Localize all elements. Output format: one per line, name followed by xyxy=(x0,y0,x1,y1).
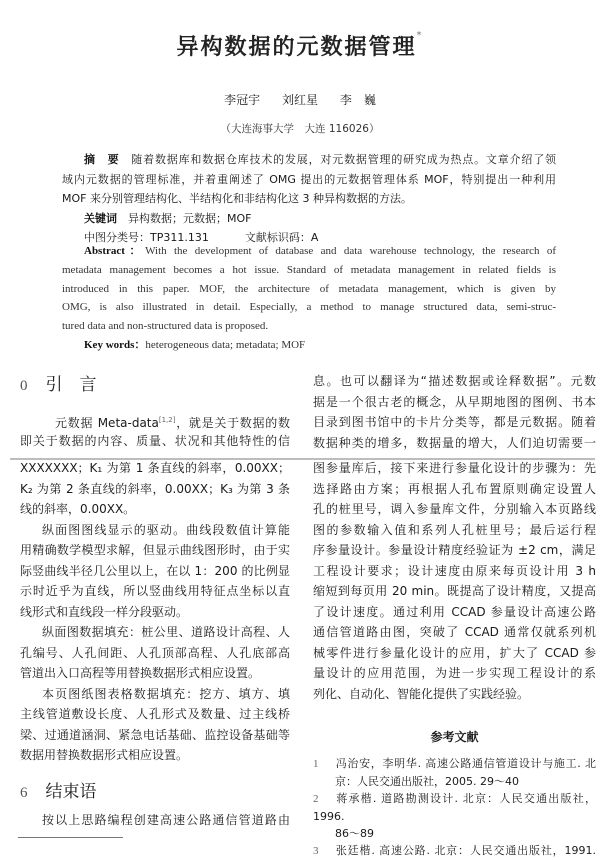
reference-text: 张廷楷. 高速公路. 北京：人民交通出版社，1991. xyxy=(335,844,596,857)
text-line: 示时近乎为直线，所以竖曲线用特征点坐标以直 xyxy=(20,584,290,598)
lower-right-column xyxy=(313,458,596,704)
text-line: 即关于数据的内容、质量、状况和其他特性的信 xyxy=(20,433,290,448)
text-line: 列化、自动化、智能化提供了实践经验。 xyxy=(313,686,530,701)
text-line: 孔的桩里号，调入参量库文件，分别输入本页路线 xyxy=(313,502,596,516)
text-line: 通信管道路由图，突破了 CCAD 通常仅就系列机 xyxy=(313,625,596,639)
text-line: 目录到图书馆中的卡片分类等，都是元数据。随着 xyxy=(313,415,596,429)
keywords-en-value: heterogeneous data; metadata; MOF xyxy=(145,338,306,351)
reference-number: 2 xyxy=(313,793,319,805)
text-line: MOF 来分别管理结构化、半结构化和非结构化这 3 种异构数据的方法。 xyxy=(62,192,412,205)
text-line: introduced in this paper. MOF, the architecture of metadata management, which is given by xyxy=(62,282,556,295)
text-line: 选择路由方案；再根据人孔布置原则确定设置人 xyxy=(313,481,596,496)
text-line: 孔编号、人孔间距、人孔顶部高程、人孔底部高 xyxy=(20,645,290,660)
text-line: 线形式和直线段一样分段驱动。 xyxy=(20,604,189,619)
section-title: 结束语 xyxy=(45,782,97,802)
keywords-en-label: Key words： xyxy=(84,338,146,351)
text-line: tured data and non-structured data is proposed. xyxy=(62,320,269,333)
author: 李冠宇 xyxy=(224,93,261,107)
keywords-value: 异构数据；元数据；MOF xyxy=(128,211,252,225)
abstract-en xyxy=(62,242,556,355)
authors xyxy=(0,91,600,108)
abstract-label: 摘 要 xyxy=(84,153,120,166)
section-heading-intro xyxy=(20,370,97,395)
text-line: 线的斜率，0.00XX。 xyxy=(20,502,136,516)
text-line: 按以上思路编程创建高速公路通信管道路由 xyxy=(42,813,290,827)
citation[interactable]: [1,2] xyxy=(158,416,176,424)
text-line: 纵面图图线显示的驱动。曲线段数值计算能 xyxy=(42,522,290,537)
text-line: 图的参数输入值和系列人孔桩里号；最后运行程 xyxy=(313,522,596,537)
footnote-rule xyxy=(18,837,123,838)
text-line: 据是一个很古老的概念，从早期地图的图例、书本 xyxy=(313,394,596,409)
section-title: 引 言 xyxy=(45,375,97,395)
text-line: 图参量库后，接下来进行参量化设计的步骤为：先 xyxy=(313,461,596,475)
title-footnote-mark: * xyxy=(416,30,424,41)
intro-left-column xyxy=(20,410,290,451)
text-line: 主线管道敷设长度、人孔形式及数量、过主线桥 xyxy=(20,707,290,721)
text-line: 工程设计要求；设计速度由原来每页设计用 3 h xyxy=(313,563,596,578)
text-line: 际竖曲线半径几公里以上，在以 1：200 的比例显 xyxy=(20,563,290,578)
references-heading: 参考文献 xyxy=(430,730,479,744)
keywords-label: 关键词 xyxy=(84,211,117,225)
references-list xyxy=(313,755,596,860)
text-line: metadata management becomes a hot issue. Standard of metadata management in related fields is xyxy=(62,263,556,276)
reference-text: 冯治安，李明华. 高速公路通信管道设计与施工. 北 xyxy=(335,757,596,770)
reference-item xyxy=(313,842,596,860)
abstract-en-text: With the development of database and data warehouse technology, the research of xyxy=(145,245,556,257)
text-line: K₂ 为第 2 条直线的斜率，0.00XX；K₃ 为第 3 条 xyxy=(20,481,290,496)
text-span: ，就是关于数据的数 xyxy=(175,416,290,430)
text-span: 元数据 Meta-data xyxy=(55,416,159,430)
affiliation: （大连海事大学 大连 116026） xyxy=(220,123,380,135)
reference-item xyxy=(313,755,596,790)
author: 李 巍 xyxy=(339,93,376,107)
reference-text: 蒋承楷. 道路勘测设计. 北京：人民交通出版社，1996. xyxy=(313,792,596,823)
text-line: 数据种类的增多，数据量的增大，人们迫切需要一 xyxy=(313,435,596,450)
text-line: 梁、过通道涵洞、紧急电话基础、监控设备基础等 xyxy=(20,727,290,742)
abstract-text: 随着数据库和数据仓库技术的发展，对元数据管理的研究成为热点。文章介绍了领 xyxy=(131,153,556,166)
abstract-cn xyxy=(62,150,556,248)
conclusion-text xyxy=(20,810,290,831)
text-line: 息。也可以翻译为“描述数据或诠释数据”。元数 xyxy=(313,374,596,388)
text-line xyxy=(62,242,556,261)
reference-text: 京：人民交通出版社，2005. 29～40 xyxy=(335,775,519,788)
text-line: 了设计速度。通过利用 CCAD 参量设计高速公路 xyxy=(313,604,596,619)
reference-number: 1 xyxy=(313,758,319,770)
paper-title xyxy=(0,30,600,61)
intro-right-column xyxy=(313,371,596,453)
text-line: 量设计的应用范围，为进一步实现工程设计的系 xyxy=(313,666,596,680)
text-line: 械零件进行参量化设计的应用，扩大了 CCAD 参 xyxy=(313,645,596,660)
reference-text: 86～89 xyxy=(335,827,374,840)
text-line: 本页图纸图表格数据填充：挖方、填方、填 xyxy=(42,686,290,701)
section-number: 0 xyxy=(20,378,28,394)
title-text: 异构数据的元数据管理 xyxy=(176,35,417,60)
text-line: XXXXXXX；K₁ 为第 1 条直线的斜率，0.00XX； xyxy=(20,461,290,475)
section-heading-conclusion xyxy=(20,777,97,802)
lower-left-column xyxy=(20,458,290,766)
text-line: 域内元数据的管理标准，并着重阐述了 OMG 提出的元数据管理体系 MOF，特别提出一种利用 xyxy=(62,172,556,186)
text-line: OMG, is also illustrated in detail. Especially, a method to manage structured data, semi-struc- xyxy=(62,301,556,314)
text-line xyxy=(62,150,556,170)
text-line: 管道出入口高程等用替换数据形式相应设置。 xyxy=(20,666,261,680)
text-line: 纵面图数据填充：桩公里、道路设计高程、人 xyxy=(42,625,290,639)
reference-number: 3 xyxy=(313,845,319,857)
text-line: 序参量设计。参量设计精度经验证为 ±2 cm，满足 xyxy=(313,543,596,557)
text-line xyxy=(33,410,290,431)
text-line: 用精确数学模型求解，但显示曲线图形时，由于实 xyxy=(20,543,290,557)
section-number: 6 xyxy=(20,785,28,801)
reference-item xyxy=(313,790,596,842)
author: 刘红星 xyxy=(281,93,318,107)
abstract-en-label: Abstract： xyxy=(84,245,146,257)
clc-number: 中图分类号：TP311.131 xyxy=(84,231,209,244)
document-code: 文献标识码：A xyxy=(244,231,319,244)
keywords-en xyxy=(62,336,556,355)
text-line: 数据用替换数据形式相应设置。 xyxy=(20,748,189,762)
text-line: 缩短到每页用 20 min。既提高了设计精度，又提高 xyxy=(313,584,596,598)
keywords-cn xyxy=(62,209,556,229)
